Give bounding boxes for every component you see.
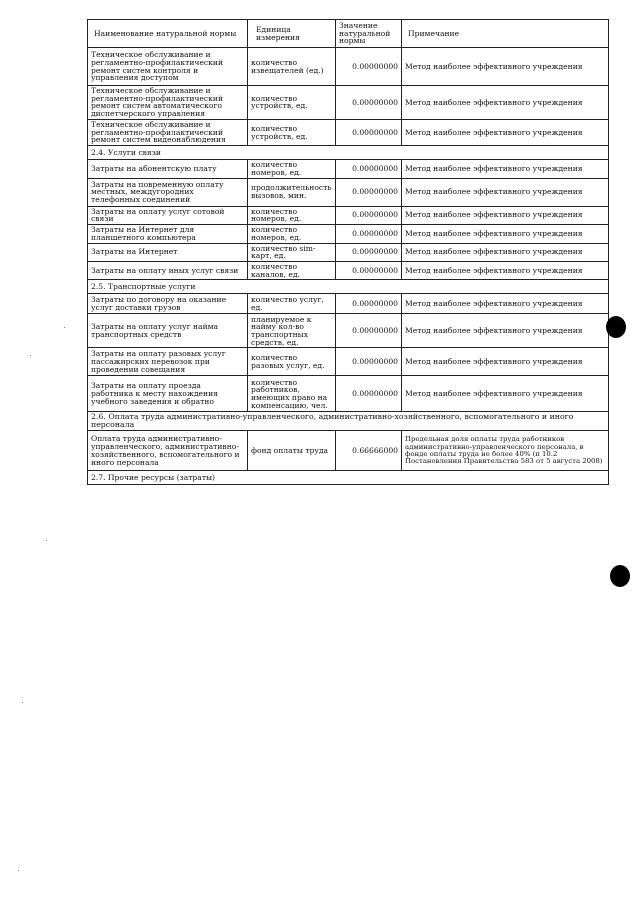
row-value: 0.00000000 (336, 376, 402, 412)
table-row (88, 225, 609, 243)
section-title: 2.5. Транспортные услуги (88, 280, 609, 294)
row-name: Затраты на оплату услуг сотовой связи (88, 206, 248, 224)
row-value: 0.00000000 (336, 262, 402, 280)
row-name: Затраты на Интернет (88, 243, 248, 261)
row-unit: количество работников, имеющих право на компенсацию, чел. (248, 376, 336, 412)
table-row (88, 178, 609, 206)
row-value: 0.00000000 (336, 178, 402, 206)
scan-speck (18, 870, 19, 871)
row-value: 0.00000000 (336, 48, 402, 86)
row-unit: количество извещателей (ед.) (248, 48, 336, 86)
row-name: Затраты на оплату проезда работника к месту нахождения учебного заведения и обратно (88, 376, 248, 412)
table-row (88, 314, 609, 348)
row-unit: количество номеров, ед. (248, 160, 336, 178)
row-unit: продолжительность вызовов, мин. (248, 178, 336, 206)
row-unit: фонд оплаты труда (248, 431, 336, 471)
row-note: Метод наиболее эффективного учреждения (402, 119, 609, 145)
row-name: Техническое обслуживание и регламентно-профилактический ремонт систем контроля и управления доступом (88, 48, 248, 86)
header-value: Значение натуральной нормы (336, 20, 402, 48)
row-value: 0.00000000 (336, 225, 402, 243)
section-title: 2.4. Услуги связи (88, 146, 609, 160)
row-note: Метод наиболее эффективного учреждения (402, 160, 609, 178)
row-unit: количество устройств, ед. (248, 86, 336, 120)
row-note: Метод наиболее эффективного учреждения (402, 225, 609, 243)
row-value: 0.00000000 (336, 243, 402, 261)
row-note: Предельная доля оплаты труда работников административно-управленческого персонала, в фонде оплаты труда не более 40% (п 10.2 Постановления Правительства 583 от 5 августа 2008) (402, 431, 609, 471)
row-note: Метод наиболее эффективного учреждения (402, 206, 609, 224)
scan-speck (22, 702, 23, 703)
row-note: Метод наиболее эффективного учреждения (402, 86, 609, 120)
row-name: Затраты на Интернет для планшетного компьютера (88, 225, 248, 243)
scan-speck (46, 540, 47, 541)
scan-speck (64, 327, 65, 328)
table-row (88, 48, 609, 86)
row-unit: количество каналов, ед. (248, 262, 336, 280)
row-name: Техническое обслуживание и регламентно-профилактический ремонт систем автоматического диспетчерского управления (88, 86, 248, 120)
row-note: Метод наиболее эффективного учреждения (402, 376, 609, 412)
scan-speck (30, 355, 31, 356)
row-unit: количество разовых услуг, ед. (248, 348, 336, 376)
ink-blot (606, 316, 626, 338)
header-unit: Единица измерения (248, 20, 336, 48)
section-row (88, 471, 609, 485)
row-name: Техническое обслуживание и регламентно-профилактический ремонт систем видеонаблюдения (88, 119, 248, 145)
row-note: Метод наиболее эффективного учреждения (402, 48, 609, 86)
table-row (88, 294, 609, 314)
row-name: Затраты на оплату иных услуг связи (88, 262, 248, 280)
table-row (88, 160, 609, 178)
table-row (88, 262, 609, 280)
row-note: Метод наиболее эффективного учреждения (402, 178, 609, 206)
ink-blot (610, 565, 630, 587)
row-unit: планируемое к найму кол-во транспортных средств, ед. (248, 314, 336, 348)
norms-table (87, 19, 609, 485)
row-note: Метод наиболее эффективного учреждения (402, 314, 609, 348)
table-row (88, 376, 609, 412)
row-name: Затраты на оплату услуг найма транспортных средств (88, 314, 248, 348)
row-value: 0.00000000 (336, 206, 402, 224)
table-row (88, 243, 609, 261)
row-value: 0.00000000 (336, 86, 402, 120)
row-note: Метод наиболее эффективного учреждения (402, 262, 609, 280)
table-header-row (88, 20, 609, 48)
row-name: Затраты по договору на оказание услуг доставки грузов (88, 294, 248, 314)
row-name: Затраты на повременную оплату местных, междугородних телефонных соединений (88, 178, 248, 206)
section-title: 2.6. Оплата труда административно-управленческого, административно-хозяйственного, вспомогательного и иного персонала (88, 412, 609, 431)
row-unit: количество номеров, ед. (248, 206, 336, 224)
row-note: Метод наиболее эффективного учреждения (402, 243, 609, 261)
header-norm-name: Наименование натуральной нормы (88, 20, 248, 48)
row-value: 0.66666000 (336, 431, 402, 471)
row-value: 0.00000000 (336, 348, 402, 376)
row-value: 0.00000000 (336, 119, 402, 145)
row-name: Затраты на оплату разовых услуг пассажирских перевозок при проведении совещания (88, 348, 248, 376)
section-title: 2.7. Прочие ресурсы (затраты) (88, 471, 609, 485)
table-row (88, 119, 609, 145)
table-row (88, 431, 609, 471)
section-row (88, 412, 609, 431)
row-note: Метод наиболее эффективного учреждения (402, 294, 609, 314)
table-row (88, 348, 609, 376)
row-name: Оплата труда административно-управленческого, административно-хозяйственного, вспомогательного и иного персонала (88, 431, 248, 471)
row-name: Затраты на абонентскую плату (88, 160, 248, 178)
row-note: Метод наиболее эффективного учреждения (402, 348, 609, 376)
table-row (88, 206, 609, 224)
header-note: Примечание (402, 20, 609, 48)
row-unit: количество sim-карт, ед. (248, 243, 336, 261)
row-unit: количество устройств, ед. (248, 119, 336, 145)
row-unit: количество услуг, ед. (248, 294, 336, 314)
section-row (88, 280, 609, 294)
row-value: 0.00000000 (336, 314, 402, 348)
row-value: 0.00000000 (336, 294, 402, 314)
table-row (88, 86, 609, 120)
row-unit: количество номеров, ед. (248, 225, 336, 243)
section-row (88, 146, 609, 160)
row-value: 0.00000000 (336, 160, 402, 178)
